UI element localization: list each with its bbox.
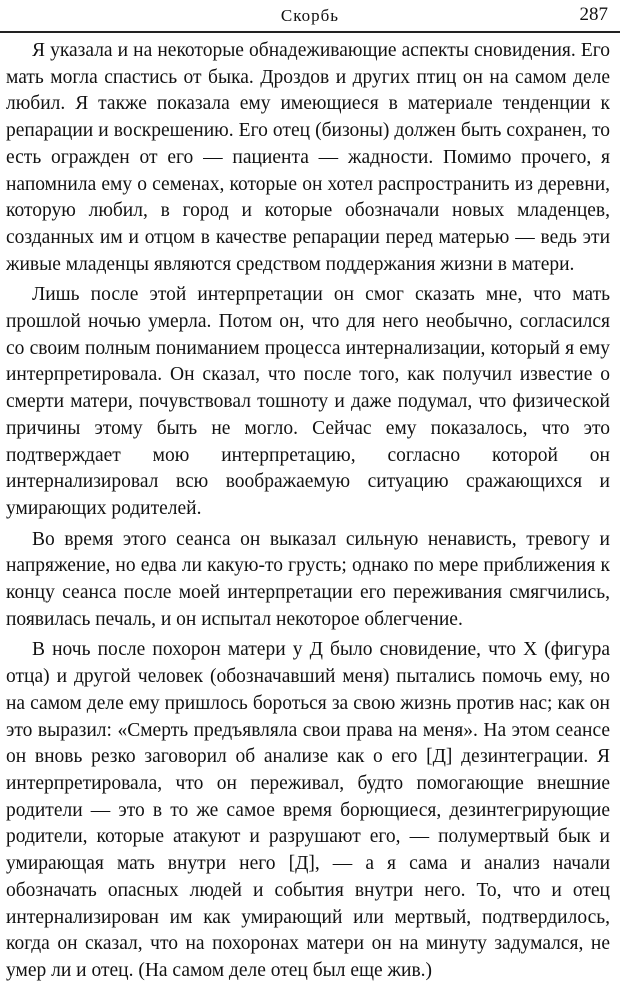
paragraph: Я указала и на некоторые обнадеживающие аспекты сновидения. Его мать могла спастись от быка. Дроздов и других птиц он на самом деле любил. Я также показала ему имеющиеся в материале тенденции к репарации и воскрешению. Его отец (бизоны) должен быть сохранен, то есть огражден от его — пациента — жадности. Помимо прочего, я напомнила ему о семенах, которые он хотел распространить из деревни, которую любил, в город и которые обозначали новых младенцев, созданных им и отцом в качестве репарации перед матерью — ведь эти живые младенцы являются средством поддержания жизни в матери. xyxy=(6,40,610,275)
page-number: 287 xyxy=(579,4,608,25)
header-rule xyxy=(0,31,620,33)
body-text xyxy=(6,38,610,989)
page-header xyxy=(0,0,620,36)
running-title: Скорбь xyxy=(280,6,340,25)
paragraph: Во время этого сеанса он выказал сильную ненависть, тревогу и напряжение, но едва ли какую-то грусть; однако по мере приближения к концу сеанса после моей интерпретации его переживания смягчились, появилась печаль, и он испытал некоторое облегчение. xyxy=(6,528,610,630)
paragraph: В ночь после похорон матери у Д было сновидение, что Х (фигура отца) и другой человек (обозначавший меня) пытались помочь ему, но на самом деле ему пришлось бороться за свою жизнь против нас; как он это выразил: «Смерть предъявляла свои права на меня». На этом сеансе он вновь резко заговорил об анализе как о его [Д] дезинтеграции. Я интерпретировала, что он переживал, будто помогающие внешние родители — это в то же самое время борющиеся, дезинтегрирующие родители, которые атакуют и разрушают его, — полумертвый бык и умирающая мать внутри него [Д], — а я сама и анализ начали обозначать опасных людей и события внутри него. То, что и отец интернализирован им как умирающий или мертвый, подтвердилось, когда он сказал, что на похоронах матери он на минуту задумался, не умер ли и отец. (На самом деле отец был еще жив.) xyxy=(6,639,610,981)
paragraph: Лишь после этой интерпретации он смог сказать мне, что мать прошлой ночью умерла. Потом он, что для него необычно, согласился со своим полным пониманием процесса интернализации, который я ему интерпретировала. Он сказал, что после того, как получил известие о смерти матери, почувствовал тошноту и даже подумал, что физической причины этому быть не могло. Сейчас ему показалось, что это подтверждает мою интерпретацию, согласно которой он интернализировал всю воображаемую ситуацию сражающихся и умирающих родителей. xyxy=(6,284,610,519)
